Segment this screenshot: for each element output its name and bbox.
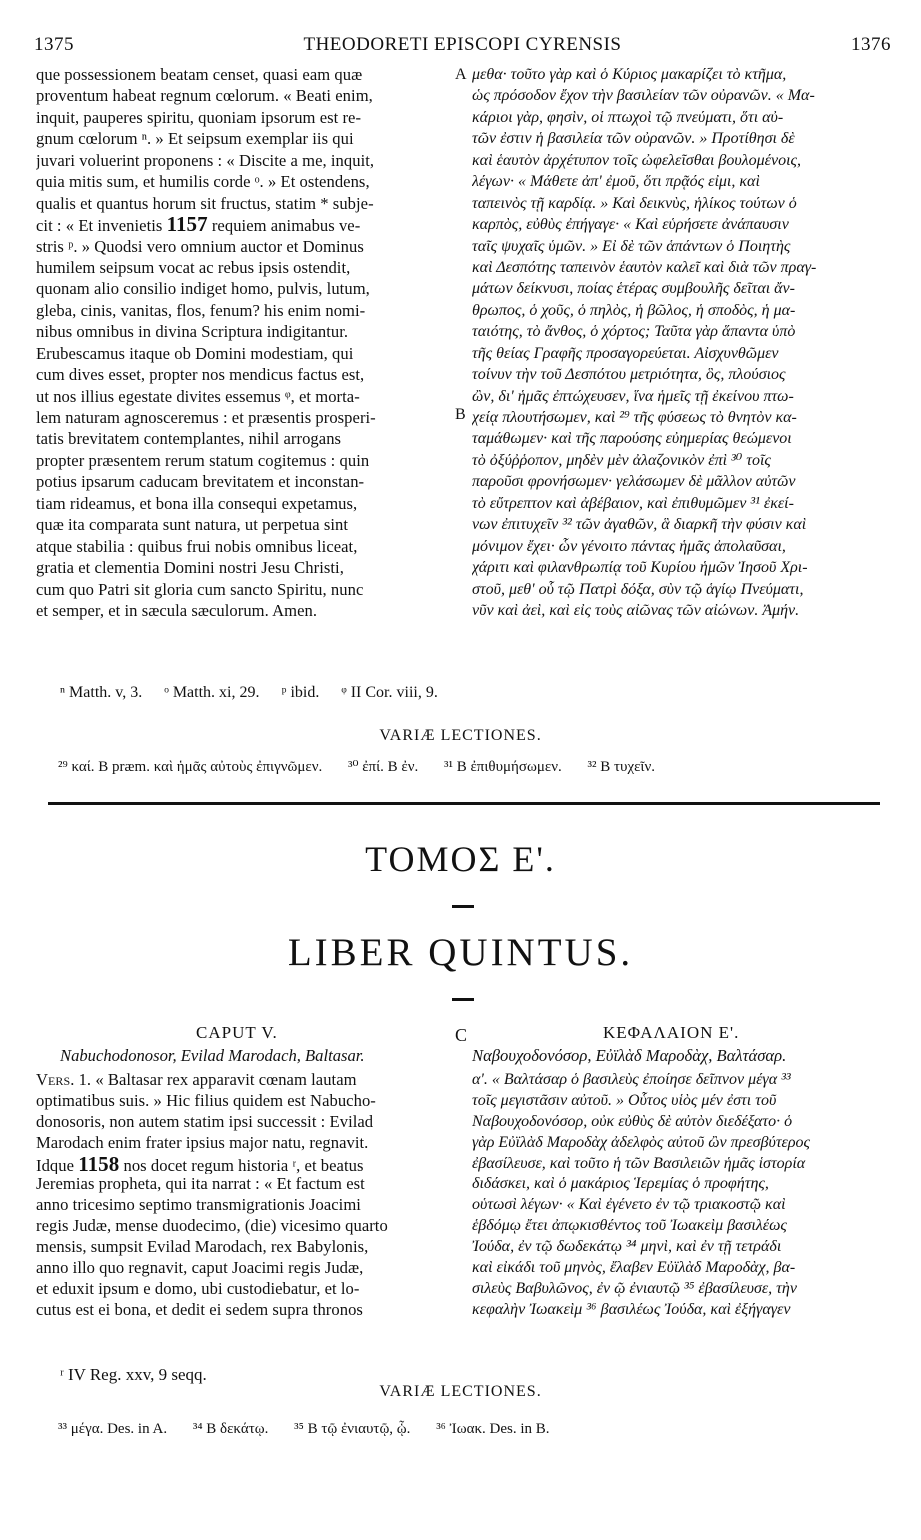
greek-text-line: Ναβουχοδονόσορ, οὐκ εὐθὺς δὲ αὐτὸν διεδέξατο· ὁ <box>472 1112 793 1130</box>
latin-text-line: anno tricesimo septimo transmigrationis Joacimi <box>36 1195 361 1215</box>
latin-text-line: quæ ita comparata sunt natura, ut perpetua sint <box>36 515 349 535</box>
latin-text-line: Vers. 1. « Baltasar rex apparavit cœnam lautam <box>36 1070 357 1089</box>
greek-text-line: κάριοι γὰρ, φησὶν, οἱ πτωχοὶ τῷ πνεύματι, ὅτι αὐ- <box>472 108 784 126</box>
greek-text-line: ὢν, δι' ἡμᾶς ἐπτώχευσεν, ἵνα ἡμεῖς τῇ ἐκείνου πτω- <box>472 387 794 405</box>
greek-text-line: καὶ εἰκάδι τοῦ μηνὸς, ἔλαβεν Εὐϊλὰδ Μαροδὰχ, βα- <box>472 1259 796 1277</box>
greek-text-line: γὰρ Εὐϊλὰδ Μαροδὰχ ἀδελφὸς αὐτοῦ ὢν πρεσβύτερος <box>472 1133 811 1151</box>
greek-text-line: νων ἐπιτυχεῖν ³² τῶν ἀγαθῶν, ἃ διαρκῆ τὴν φύσιν καὶ <box>472 516 807 534</box>
variant-reading: ³⁰ ἐπί. B ἐν. <box>347 759 419 775</box>
latin-text-line: propter præsentem rerum statum cogitemus : quin <box>36 450 370 470</box>
caput-latin: CAPUT V. <box>196 1023 278 1042</box>
column-number: 1157 <box>166 214 208 236</box>
latin-text-line: lem naturam agnosceremus : et præsentis prosperi- <box>36 408 376 427</box>
latin-text-line: ut nos illius egestate divites essemus ᵠ, et morta- <box>36 386 360 406</box>
greek-text-line: καὶ Δεσπότης ταπεινὸν ἑαυτὸν καλεῖ καὶ διὰ τῶν πραγ- <box>472 258 817 276</box>
footnotes <box>60 684 456 702</box>
greek-text-line: λέγων· « Μάθετε ἀπ' ἐμοῦ, ὅτι πρᾷός εἰμι, καὶ <box>472 173 760 191</box>
latin-text-line: atque stabilia : quibus frui nobis omnibus liceat, <box>36 536 358 556</box>
latin-text-line: et semper, et in sæcula sæculorum. Amen. <box>36 600 318 620</box>
latin-text-line: cum dives esset, propter nos mendicus factus est, <box>36 365 365 385</box>
greek-text-line: ὡς πρόσοδον ἔχον τὴν βασιλείαν τῶν οὐρανῶν. « Μα- <box>472 87 815 105</box>
variae-lectiones-heading: VARIÆ LECTIONES. <box>379 727 542 744</box>
greek-text-line: καὶ ἑαυτὸν ἀρχέτυπον τοῖς ὠφελεῖσθαι βουλομένοις, <box>472 151 802 169</box>
greek-text-line: ταμάθωμεν· καὶ τῆς παρούσης εὐημερίας θεώμενοι <box>472 430 792 448</box>
page-number-left: 1375 <box>34 34 74 55</box>
footnote: ᵖ ibid. <box>281 684 320 701</box>
greek-text-line: καρπὸς, εὐθὺς ἐπήγαγε· « Καὶ εὑρήσετε ἀνάπαυσιν <box>472 216 789 234</box>
latin-text-line: inquit, pauperes spiritu, quoniam ipsorum est re- <box>36 107 362 127</box>
subtitle-greek: Ναβουχοδονόσορ, Εὐϊλὰδ Μαροδὰχ, Βαλτάσαρ. <box>472 1046 787 1065</box>
latin-text-line: gleba, cinis, vanitas, flos, fenum? his enim nomi- <box>36 300 366 320</box>
greek-text-line: παροῦσι φρονήσωμεν· γελάσωμεν δὲ μᾶλλον αὐτῶν <box>472 473 796 491</box>
upper-latin-column <box>36 64 448 621</box>
greek-text-line: νῦν καὶ ἀεὶ, καὶ εἰς τοὺς αἰῶνας τῶν αἰώνων. Ἀμήν. <box>472 601 800 619</box>
greek-text-line: κεφαλὴν Ἰωακεὶμ ³⁶ βασιλέως Ἰούδα, καὶ ἐξήγαγεν <box>472 1300 791 1318</box>
greek-text-line: τὸ εὔτρεπτον καὶ ἀβέβαιον, καὶ ἐπιθυμῶμεν ³¹ ἐκεί- <box>472 494 794 512</box>
greek-text-line: μόνιμον ἔχει· ὧν γένοιτο πάντας ἡμᾶς ἀπολαῦσαι, <box>472 537 786 555</box>
latin-text-line: cum quo Patri sit gloria cum sancto Spiritu, nunc <box>36 579 364 599</box>
latin-text-line: Erubescamus itaque ob Domini modestiam, qui <box>36 343 354 363</box>
greek-text-line: θρωπος, ὁ χοῦς, ὁ πηλὸς, ἡ βῶλος, ἡ σποδὸς, ἡ μα- <box>472 301 796 319</box>
greek-text-line: Ἰούδα, ἐν τῷ δωδεκάτῳ ³⁴ μηνὶ, καὶ ἐν τῇ τετράδι <box>472 1238 782 1256</box>
latin-text-line: Marodach enim frater ipsius major natu, regnavit. <box>36 1132 369 1152</box>
variae-lectiones <box>58 1421 901 1438</box>
greek-text-line: ταιότης, τὸ ἄνθος, ὁ χόρτος; Ταῦτα γὰρ ἅπαντα ὑπὸ <box>472 323 796 341</box>
heading-dash <box>452 905 474 908</box>
verse-label: Vers. <box>36 1070 75 1089</box>
footnote: ᵠ II Cor. viii, 9. <box>341 684 438 701</box>
latin-text-line: tiam rideamus, et bona illa consequi expetamus, <box>36 493 358 513</box>
variant-reading: ³² B τυχεῖν. <box>587 759 655 775</box>
latin-text-line: anno illo quo regnavit, caput Joacimi regis Judæ, <box>36 1258 364 1278</box>
page-number-right: 1376 <box>851 34 891 55</box>
running-title: THEODORETI EPISCOPI CYRENSIS <box>303 34 622 55</box>
latin-text-line: quia mitis sum, et humilis corde ᵒ. » Et ostendens, <box>36 172 370 192</box>
latin-text-line: regis Judæ, mense duodecimo, (die) vicesimo quarto <box>36 1216 388 1236</box>
latin-text-line: gnum cœlorum ⁿ. » Et seipsum exemplar iis qui <box>36 129 354 149</box>
latin-text-line: et eduxit ipsum e domo, ubi custodiebatur, et lo- <box>36 1278 360 1298</box>
latin-text-line: quonam alio consilio indiget homo, pulvis, lutum, <box>36 279 370 299</box>
footnote: ᵒ Matth. xi, 29. <box>164 684 260 701</box>
running-head <box>34 34 891 60</box>
lower-greek-column <box>472 1070 884 1321</box>
latin-text-line: que possessionem beatam censet, quasi eam quæ <box>36 65 363 84</box>
variae-lectiones <box>58 757 901 776</box>
variant-reading: ³¹ B ἐπιθυμήσωμεν. <box>444 759 562 775</box>
variant-reading: ³⁶ Ἰωακ. Des. in B. <box>436 1421 550 1437</box>
greek-text-line: μάτων δείκνυσι, ποίας ἑτέρας συμβουλῆς δεῖται ἄν- <box>472 280 795 298</box>
latin-text-line: cutus est ei bona, et dedit ei sedem supra thronos <box>36 1299 363 1319</box>
latin-text-line: potius ipsarum caducam brevitatem et inconstan- <box>36 472 365 492</box>
variant-reading: ³³ μέγα. Des. in A. <box>58 1421 168 1437</box>
latin-text-line: humilem seipsum vocat ac rebus ipsis ostendit, <box>36 257 351 277</box>
latin-text-line: juvari voluerint proponens : « Discite a me, inquit, <box>36 150 375 170</box>
subtitle-latin: Nabuchodonosor, Evilad Marodach, Baltasar. <box>60 1046 365 1065</box>
greek-text-line: ταῖς ψυχαῖς ὑμῶν. » Εἰ δὲ τῶν ἁπάντων ὁ Ποιητὴς <box>472 237 791 255</box>
latin-text-line: mensis, sumpsit Evilad Marodach, rex Babylonis, <box>36 1237 369 1257</box>
scripture-reference: ʳ IV Reg. xxv, 9 seqq. <box>60 1365 207 1384</box>
latin-text-line: proventum habeat regnum cœlorum. « Beati enim, <box>36 86 373 106</box>
variant-reading: ²⁹ καί. B præm. καὶ ἡμᾶς αὐτοὺς ἐπιγνῶμεν. <box>58 759 323 775</box>
latin-text-line: cit : « Et invenietis 1157 requiem animabus ve- <box>36 214 361 236</box>
greek-text-line: οὑτωσὶ λέγων· « Καὶ ἐγένετο ἐν τῷ τριακοστῷ καὶ <box>472 1196 786 1214</box>
latin-text-line: tatis brevitatem contemplantes, nihil arrogans <box>36 429 342 449</box>
margin-marker-a: A <box>455 66 467 83</box>
greek-text-line: μεθα· τοῦτο γὰρ καὶ ὁ Κύριος μακαρίζει τὸ κτῆμα, <box>472 66 787 83</box>
greek-text-line: τοῖς μεγιστᾶσιν αὐτοῦ. » Οὗτος υἱὸς μέν ἐστι τοῦ <box>472 1091 777 1109</box>
greek-text-line: χάριτι καὶ φιλανθρωπίᾳ τοῦ Κυρίου ἡμῶν Ἰησοῦ Χρι- <box>472 559 808 577</box>
variant-reading: ³⁴ B δεκάτῳ. <box>192 1421 269 1437</box>
latin-text-line: stris ᵖ. » Quodsi vero omnium auctor et Dominus <box>36 236 364 256</box>
latin-text-line: Idque 1158 nos docet regum historia ʳ, et beatus <box>36 1153 364 1175</box>
greek-text-line: τῶν ἐστιν ἡ βασιλεία τῶν οὐρανῶν. » Προτίθησι δὲ <box>472 130 795 148</box>
column-number: 1158 <box>78 1153 120 1175</box>
lower-latin-column <box>36 1070 448 1321</box>
greek-text-line: χείᾳ πλουτήσωμεν, καὶ ²⁹ τῆς φύσεως τὸ θνητὸν κα- <box>472 409 797 426</box>
greek-text-line: διδάσκει, καὶ ὁ μακάριος Ἱερεμίας ὁ προφήτης, <box>472 1175 769 1193</box>
greek-text-line: στοῦ, μεθ' οὗ τῷ Πατρὶ δόξα, σὺν τῷ ἁγίῳ Πνεύματι, <box>472 580 804 598</box>
greek-text-line: ἑβδόμῳ ἔτει ἀπῳκισθέντος τοῦ Ἰωακεὶμ βασιλέως <box>472 1217 787 1235</box>
upper-greek-column <box>472 64 884 621</box>
liber-heading: LIBER QUINTUS. <box>287 931 634 974</box>
footnote: ⁿ Matth. v, 3. <box>60 684 143 701</box>
section-rule <box>48 802 880 805</box>
latin-text-line: Jeremias propheta, qui ita narrat : « Et factum est <box>36 1174 365 1194</box>
greek-text-line: τῆς θείας Γραφῆς προσαγορεύεται. Αἰσχυνθῶμεν <box>472 344 779 362</box>
greek-text-line: ταπεινὸς τῇ καρδίᾳ. » Καὶ δεικνὺς, ἡλίκος τούτων ὁ <box>472 194 797 212</box>
greek-text-line: ἐβασίλευσε, καὶ τοῦτο ἡ τῶν Βασιλειῶν ἡμᾶς ἱστορία <box>472 1154 806 1172</box>
latin-text-line: qualis et quantus horum sit fructus, statim * subje- <box>36 193 374 213</box>
variant-reading: ³⁵ B τῷ ἐνιαυτῷ, ᾧ. <box>294 1421 411 1437</box>
latin-text-line: optimatibus suis. » Hic filius quidem est Nabucho- <box>36 1090 376 1110</box>
greek-text-line: τοίνυν τὴν τοῦ Δεσπότου μετριότητα, ὃς, πλούσιος <box>472 366 786 384</box>
heading-dash <box>452 998 474 1001</box>
caput-greek: ΚΕΦΑΛΑΙΟΝ Ε'. <box>603 1023 740 1042</box>
latin-text-line: nibus omnibus in divina Scriptura indigitantur. <box>36 322 349 342</box>
margin-marker-b: B <box>455 406 466 423</box>
latin-text-line: gratia et clementia Domini nostri Jesu Christi, <box>36 558 344 578</box>
variae-lectiones-heading: VARIÆ LECTIONES. <box>379 1383 542 1400</box>
greek-text-line: σιλεὺς Βαβυλῶνος, ἐν ῷ ἐνιαυτῷ ³⁵ ἐβασίλευσε, τὴν <box>472 1279 797 1297</box>
greek-text-line: τὸ ὀξύῤῥοπον, μηδὲν μὲν ἀλαζονικὸν ἐπὶ ³⁰ τοῖς <box>472 451 771 469</box>
tomos-heading: ΤΟΜΟΣ Ε'. <box>365 839 556 879</box>
latin-text-line: donosoris, non autem statim ipsi successit : Evilad <box>36 1111 374 1131</box>
greek-text-line: α'. « Βαλτάσαρ ὁ βασιλεὺς ἐποίησε δεῖπνον μέγα ³³ <box>472 1071 791 1088</box>
margin-marker-c: C <box>455 1025 468 1045</box>
